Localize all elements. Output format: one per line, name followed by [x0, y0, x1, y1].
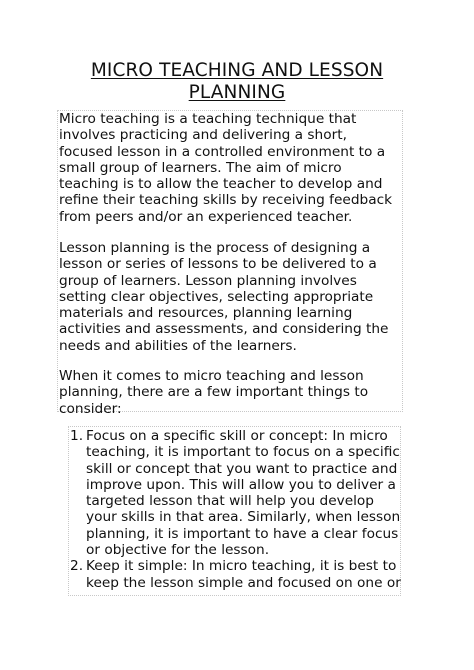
list-item-number: 2.: [70, 558, 84, 575]
text-line: or objective for the lesson.: [86, 542, 270, 559]
text-line: Lesson planning is the process of designing a: [59, 240, 371, 256]
text-line: group of learners. Lesson planning involves: [59, 272, 357, 289]
text-line: Micro teaching is a teaching technique that: [59, 111, 357, 127]
text-line: consider:: [59, 400, 122, 417]
list-item-number: 1.: [70, 428, 84, 444]
text-line: keep the lesson simple and focused on one or: [86, 574, 401, 591]
text-line: your skills in that area. Similarly, when lesson: [86, 509, 401, 526]
document-title: [40, 60, 434, 104]
text-line: needs and abilities of the learners.: [59, 337, 297, 354]
text-line: involves practicing and delivering a short,: [59, 127, 347, 144]
title-line-2: PLANNING: [188, 82, 286, 103]
text-line: small group of learners. The aim of micro: [59, 159, 342, 176]
list-item: [70, 558, 402, 591]
text-line: focused lesson in a controlled environment to a: [59, 143, 386, 160]
paragraph-lesson-planning: [59, 240, 405, 354]
numbered-list: [70, 428, 402, 591]
text-line: activities and assessments, and considering the: [59, 321, 389, 338]
text-line: lesson or series of lessons to be delivered to a: [59, 256, 377, 273]
text-line: improve upon. This will allow you to deliver a: [86, 476, 396, 493]
text-line: Focus on a specific skill or concept: In micro: [86, 428, 388, 444]
paragraph-micro-teaching: [59, 111, 405, 225]
text-line: materials and resources, planning learning: [59, 305, 353, 322]
text-line: refine their teaching skills by receiving feedback: [59, 192, 393, 209]
text-line: teaching, it is important to focus on a specific: [86, 444, 400, 461]
title-line-1: MICRO TEACHING AND LESSON: [90, 60, 384, 81]
paragraph-considerations: [59, 368, 405, 417]
text-line: skill or concept that you want to practice and: [86, 460, 398, 477]
text-line: Keep it simple: In micro teaching, it is best to: [86, 558, 397, 575]
text-line: planning, it is important to have a clear focus: [86, 525, 399, 542]
text-line: planning, there are a few important things to: [59, 384, 369, 401]
text-line: targeted lesson that will help you develop: [86, 493, 374, 510]
list-item: [70, 428, 402, 558]
text-line: teaching is to allow the teacher to develop and: [59, 176, 383, 193]
text-line: When it comes to micro teaching and lesson: [59, 368, 364, 384]
text-line: from peers and/or an experienced teacher.: [59, 208, 353, 225]
text-line: setting clear objectives, selecting appropriate: [59, 288, 374, 305]
